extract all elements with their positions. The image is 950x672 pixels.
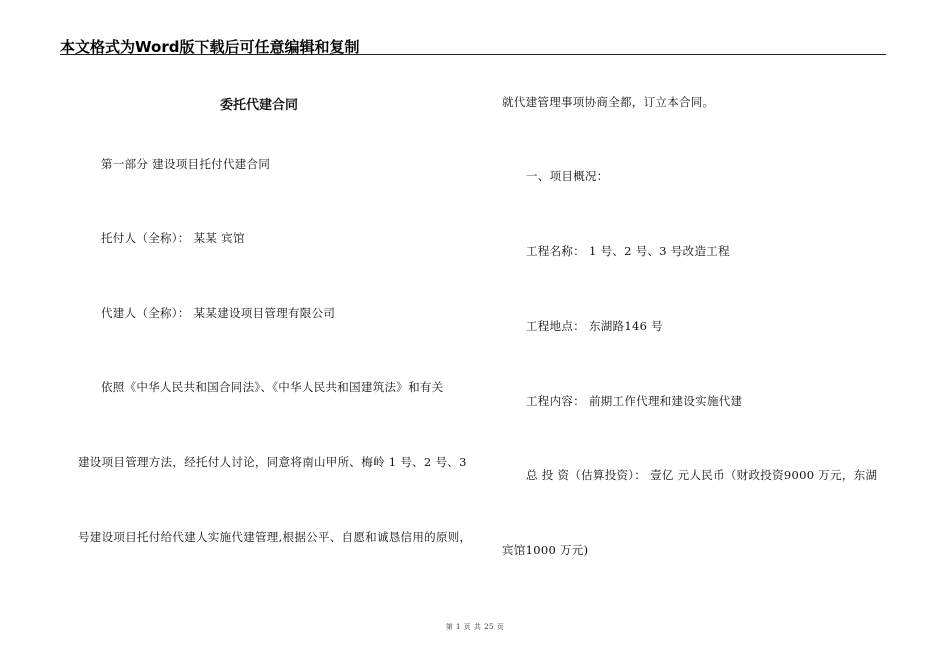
page-number: 第 1 页 共 25 页: [445, 623, 505, 631]
header-divider: [60, 54, 886, 55]
document-title: 委托代建合同: [220, 98, 299, 113]
body-text-line: 建设项目管理方法，经托付人讨论，同意将南山甲所、梅岭 1 号、2 号、3: [78, 455, 467, 469]
total-investment-line: 总 投 资（估算投资）： 壹亿 元人民币（财政投资9000 万元，东湖: [526, 468, 878, 482]
project-location-line: 工程地点： 东湖路146 号: [526, 319, 663, 333]
project-content-line: 工程内容： 前期工作代理和建设实施代建: [526, 394, 743, 408]
section-heading: 第一部分 建设项目托付代建合同: [101, 157, 271, 171]
project-name-line: 工程名称： 1 号、2 号、3 号改造工程: [526, 244, 730, 258]
client-line: 托付人（全称）： 某某 宾馆: [101, 231, 245, 245]
body-text-line: 号建设项目托付给代建人实施代建管理,根据公平、自愿和诚恳信用的原则，: [78, 530, 472, 544]
total-investment-continuation: 宾馆1000 万元): [502, 543, 589, 557]
project-overview-heading: 一、项目概况：: [526, 169, 609, 183]
body-text-line: 就代建管理事项协商全都，订立本合同。: [502, 95, 715, 109]
agent-line: 代建人（全称）： 某某建设项目管理有限公司: [101, 306, 336, 320]
body-text-line: 依照《中华人民共和国合同法》、《中华人民共和国建筑法》和有关: [101, 380, 444, 394]
document-header: 本文格式为Word版下载后可任意编辑和复制: [60, 38, 360, 56]
